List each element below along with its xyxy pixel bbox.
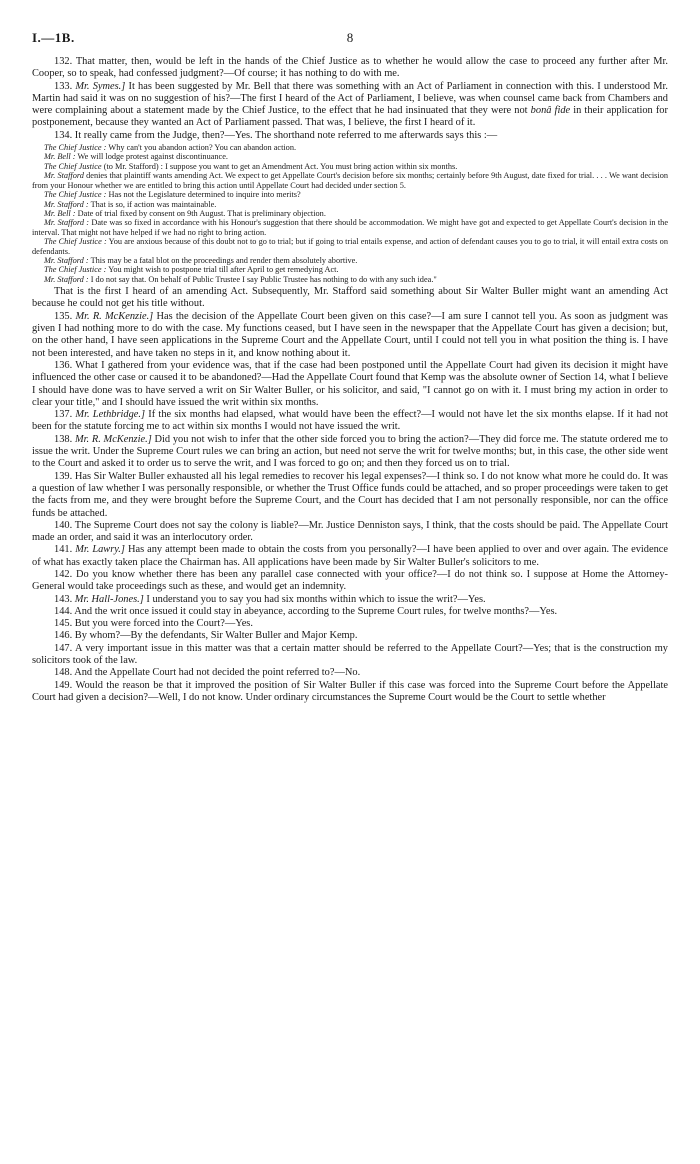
paragraph-137 — [32, 409, 668, 434]
quote-line — [32, 265, 668, 274]
speaker: Mr. Lethbridge.] — [75, 409, 146, 421]
quote-speaker: Mr. Bell : — [44, 208, 76, 218]
quote-speaker: Mr. Stafford : — [44, 274, 89, 284]
quote-text: Date of trial fixed by consent on 9th August. That is preliminary objection. — [77, 208, 326, 218]
paragraph-144 — [32, 606, 668, 618]
quote-speaker: The Chief Justice — [44, 161, 102, 171]
speaker: Mr. Hall-Jones.] — [74, 593, 144, 605]
paragraph-141 — [32, 544, 668, 569]
paragraph-text: It really came from the Judge, then?—Yes. The shorthand note referred to me afterwards says this :— — [74, 129, 498, 141]
shorthand-note-quote — [32, 143, 668, 284]
question-number: 135. — [54, 310, 73, 322]
paragraph-133 — [32, 81, 668, 130]
quote-text: We will lodge protest against discontinuance. — [77, 152, 228, 162]
paragraph-142 — [32, 569, 668, 594]
paragraph-text: The Supreme Court does not say the colony is liable?—Mr. Justice Denniston says, I think, that the costs should be paid. The Appellate Court made an order, and said it was an interlocutory order. — [32, 519, 668, 544]
quote-speaker: Mr. Bell : — [44, 152, 76, 162]
speaker: Mr. Lawry.] — [75, 544, 125, 556]
quote-speaker: Mr. Stafford : — [44, 199, 89, 209]
paragraph-146 — [32, 630, 668, 642]
question-number: 138. — [54, 433, 73, 445]
question-number: 141. — [54, 544, 73, 556]
quote-speaker: The Chief Justice : — [44, 265, 107, 275]
paragraph-text: A very important issue in this matter was that a certain matter should be referred to the Appellate Court?—Yes; that is the construction my solicitors took of the law. — [32, 642, 668, 667]
paragraph-text: I understand you to say you had six months within which to issue the writ?—Yes. — [146, 593, 486, 605]
quote-text: You might wish to postpone trial till after April to get remedying Act. — [108, 265, 339, 275]
paragraph-139 — [32, 471, 668, 520]
quote-speaker: The Chief Justice : — [44, 190, 107, 200]
paragraph-text: in their application for postponement, because they wanted an Act of Parliament passed. That was, I believe, the first I heard of it. — [32, 105, 668, 129]
question-number: 142. — [54, 569, 73, 580]
quote-line — [32, 209, 668, 218]
paragraph-135 — [32, 311, 668, 360]
paragraph-text: But you were forced into the Court?—Yes. — [74, 618, 253, 630]
question-number: 133. — [54, 80, 73, 92]
quote-text: Why can't you abandon action? You can abandon action. — [108, 143, 297, 153]
question-number: 145. — [54, 618, 73, 630]
paragraph-text: Has Sir Walter Buller exhausted all his legal remedies to recover his legal expenses?—I think so. I do not know what more he could do. It was a question of law whether I was personally responsible, or whether the Trust Office funds could be attached, and so proper proceedings were taken to get the facts from me, and they were brought before the Supreme Court, and the Court has decided that I am not personally responsible, nor can the office funds be attached. — [32, 470, 668, 519]
question-number: 149. — [54, 679, 73, 691]
speaker: Mr. R. McKenzie.] — [74, 433, 152, 445]
speaker: Mr. R. McKenzie.] — [75, 310, 154, 322]
parliamentary-reference: I.—1B. — [32, 30, 75, 45]
question-number: 148. — [54, 667, 73, 679]
question-number: 134. — [54, 129, 73, 141]
quote-speaker: Mr. Stafford — [44, 171, 84, 181]
quote-line — [32, 143, 668, 152]
quote-speaker: Mr. Stafford : — [44, 218, 90, 228]
quote-speaker: The Chief Justice : — [44, 143, 107, 153]
question-number: 139. — [54, 470, 73, 482]
paragraph-after-quote: That is the first I heard of an amending Act. Subsequently, Mr. Stafford said something about Sir Walter Buller might want an amending Act because he could not get his title without. — [32, 286, 668, 310]
quote-line — [32, 237, 668, 256]
quote-line — [32, 256, 668, 265]
paragraph-text: Do you know whether there has been any parallel case connected with your office?—I do not think so. I suppose at Home the Attorney-General would take proceedings such as these, and would get an indemnity. — [32, 569, 668, 593]
question-number: 136. — [54, 359, 73, 371]
paragraph-text: If the six months had elapsed, what would have been the effect?—I would not have let the six months elapse. If it had not been for the statute forcing me to act within six months I would not have issued the writ. — [32, 409, 668, 433]
paragraph-text: Did you not wish to infer that the other side forced you to bring the action?—They did force me. The statute ordered me to issue the writ. Under the Supreme Court rules we can bring an action, but need not serve the writ for twelve months; but, in this case, the other side went to the Court and asked it to order us to serve the writ, and I was forced to go on; and then they forced us on to trial. — [32, 433, 668, 470]
question-number: 144. — [54, 605, 73, 617]
paragraph-136 — [32, 360, 668, 409]
paragraph-text: That matter, then, would be left in the hands of the Chief Justice as to whether he would allow the case to proceed any further after Mr. Cooper, so to speak, had confessed judgment?—Of course; it has nothing to do with me. — [32, 56, 668, 80]
italic-term: bonâ fide — [530, 105, 571, 117]
quote-speaker: Mr. Stafford : — [44, 255, 89, 265]
quote-text: (to Mr. Stafford) : I suppose you want to get an Amendment Act. You must bring action within six months. — [103, 161, 458, 171]
paragraph-134 — [32, 130, 668, 142]
quote-line — [32, 218, 668, 237]
paragraph-138 — [32, 434, 668, 471]
quote-text: Date was so fixed in accordance with his Honour's suggestion that there should be accommodation. We might have got and expected to get Appellate Court's decision in the interval. That might not have helped if we had no right to bring action. — [32, 218, 669, 237]
paragraph-140 — [32, 520, 668, 545]
paragraph-text: And the Appellate Court had not decided the point referred to?—No. — [74, 667, 361, 679]
question-number: 132. — [54, 56, 73, 67]
quote-line — [32, 275, 668, 284]
paragraph-text: What I gathered from your evidence was, that if the case had been postponed until the Appellate Court had given its decision it might have influenced the other case or caused it to be abandoned?—Had the Appellate Court found that Kemp was the absolute owner of Section 14, what I believe I should have done was to have served a writ on Sir Walter Buller, or his solicitor, and said, "I cannot go on with it. I must bring my action in order to clear your title," and I should have issued the writ within six months. — [32, 359, 668, 408]
paragraph-text: It has been suggested by Mr. Bell that there was something with an Act of Parliament in connection with this. I understood Mr. Martin had said it was on no suggestion of his?—The first I heard of the Act of Parliament, I believe, was when counsel came back from Chambers and were complaining about a statement made by the Chief Justice, to the effect that he had insinuated that they were not — [32, 80, 668, 117]
paragraph-143 — [32, 594, 668, 606]
quote-line — [32, 190, 668, 199]
page-number: 8 — [346, 30, 354, 45]
paragraph-147 — [32, 643, 668, 668]
question-number: 140. — [54, 519, 73, 531]
quote-speaker: The Chief Justice : — [44, 237, 107, 247]
quote-line — [32, 152, 668, 161]
paragraph-148 — [32, 667, 668, 679]
page-header — [32, 30, 668, 56]
question-number: 137. — [54, 409, 73, 421]
paragraph-text: Would the reason be that it improved the position of Sir Walter Buller if this case was forced into the Supreme Court before the Appellate Court had given a decision?—Well, I do not know. Under ordinary circumstances the Supreme Court would be the Court to settle whether — [32, 679, 668, 703]
quote-text: That is so, if action was maintainable. — [90, 199, 217, 209]
quote-line — [32, 171, 668, 190]
paragraph-149 — [32, 680, 668, 705]
quote-text: I do not say that. On behalf of Public Trustee I say Public Trustee has nothing to do with any such idea." — [90, 274, 437, 284]
quote-text: You are anxious because of this doubt not to go to trial; but if going to trial entails expense, and action of defendant causes you to go to trial, it will entail extra costs on defendants. — [32, 237, 668, 256]
quote-text: denies that plaintiff wants amending Act. We expect to get Appellate Court's decision before six months; certainly before 9th August, date fixed for trial. . . . We want decision from your Honour whether we are entitled to bring this action until Appellate Court had decided under section 5. — [32, 171, 668, 190]
quote-text: This may be a fatal blot on the proceedings and render them absolutely abortive. — [90, 255, 358, 265]
question-number: 146. — [54, 630, 73, 642]
paragraph-132 — [32, 56, 668, 81]
document-body — [32, 56, 668, 704]
paragraph-text: And the writ once issued it could stay in abeyance, according to the Supreme Court rules, for twelve months?—Yes. — [74, 605, 558, 617]
question-number: 143. — [54, 593, 73, 605]
speaker: Mr. Symes.] — [75, 80, 126, 92]
question-number: 147. — [54, 642, 73, 654]
paragraph-text: By whom?—By the defendants, Sir Walter Buller and Major Kemp. — [74, 630, 358, 642]
quote-line — [32, 200, 668, 209]
paragraph-text: Has the decision of the Appellate Court been given on this case?—I am sure I cannot tell you. As soon as judgment was given I had nothing more to do with the case. My functions ceased, but I have seen in the newspaper that the Appellate Court has given a decision; but, on the other hand, I have seen applications in the Supreme Court and the Appellate Court, until I could not tell you in what position the thing is. I have not been interested, and have taken no steps in it, and know nothing about it. — [32, 310, 668, 359]
quote-line — [32, 162, 668, 171]
quote-text: Has not the Legislature determined to inquire into merits? — [108, 190, 301, 200]
paragraph-text: Has any attempt been made to obtain the costs from you personally?—I have been applied to over and over again. The evidence of what has exactly taken place the Chairman has. All applications have been made by Sir Walter Buller's solicitors to me. — [32, 544, 668, 568]
paragraph-145 — [32, 618, 668, 630]
